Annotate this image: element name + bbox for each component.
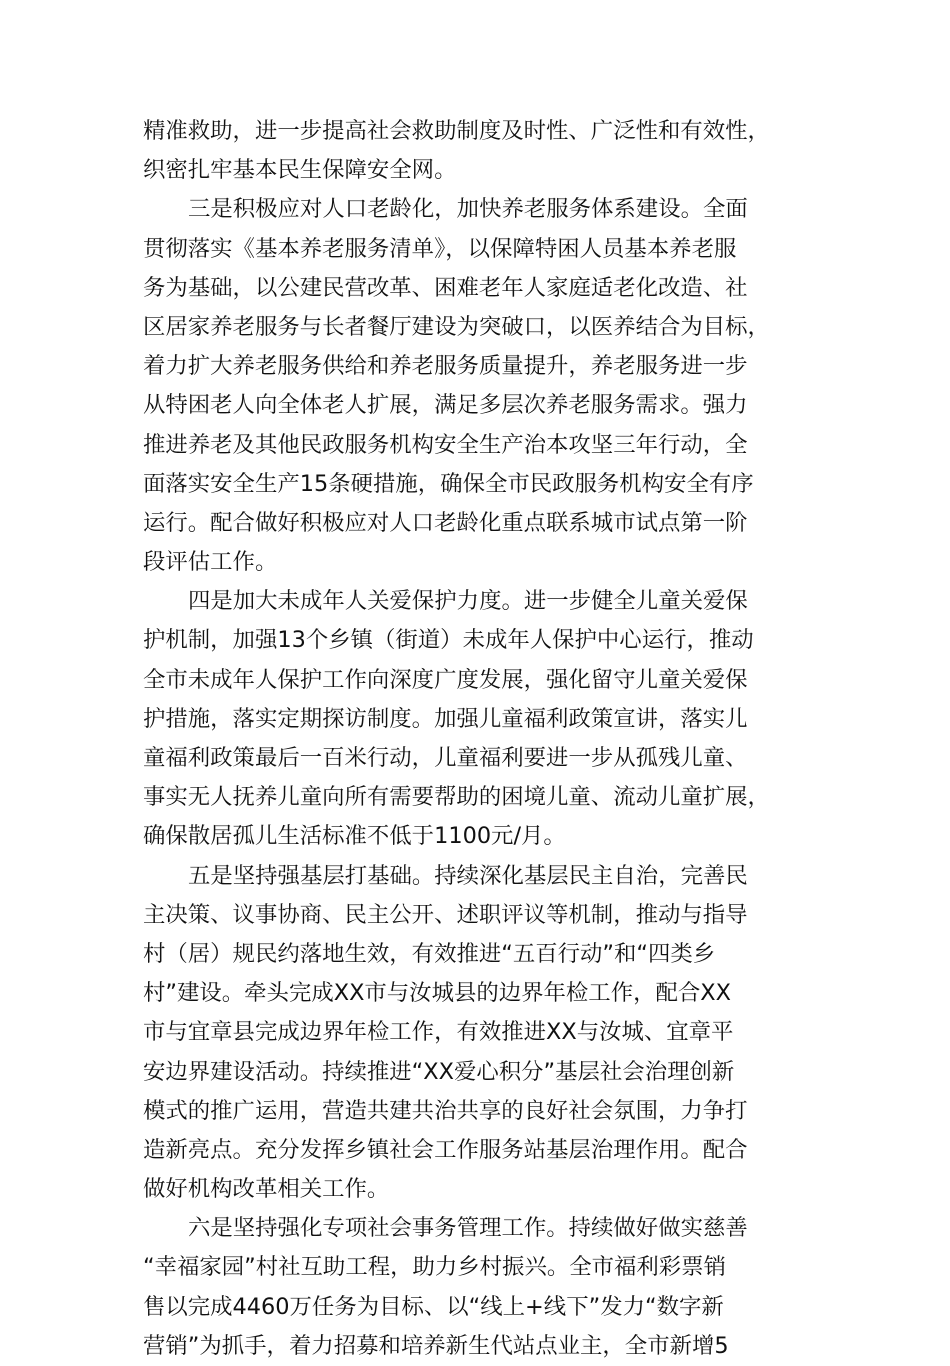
text-line: 从特困老人向全体老人扩展，满足多层次养老服务需求。强力 bbox=[143, 392, 748, 419]
text-line: 售以完成4460万任务为目标、以“线上+线下”发力“数字新 bbox=[143, 1293, 724, 1320]
text-line: 主决策、议事协商、民主公开、述职评议等机制，推动与指导 bbox=[143, 901, 748, 928]
text-line: 确保散居孤儿生活标准不低于1100元/月。 bbox=[143, 823, 566, 850]
text-line: 面落实安全生产15条硬措施，确保全市民政服务机构安全有序 bbox=[143, 470, 754, 497]
text-line: 推进养老及其他民政服务机构安全生产治本攻坚三年行动，全 bbox=[143, 431, 748, 458]
text-line: 村（居）规民约落地生效，有效推进“五百行动”和“四类乡 bbox=[143, 940, 716, 967]
text-line: 模式的推广运用，营造共建共治共享的良好社会氛围，力争打 bbox=[143, 1097, 748, 1124]
text-line: 运行。配合做好积极应对人口老龄化重点联系城市试点第一阶 bbox=[143, 509, 748, 536]
paragraph-first-line: 三是积极应对人口老龄化，加快养老服务体系建设。全面 bbox=[188, 196, 748, 223]
text-line: 护措施，落实定期探访制度。加强儿童福利政策宣讲，落实儿 bbox=[143, 705, 748, 732]
text-line: 护机制，加强13个乡镇（街道）未成年人保护中心运行，推动 bbox=[143, 627, 754, 654]
text-line: 全市未成年人保护工作向深度广度发展，强化留守儿童关爱保 bbox=[143, 666, 748, 693]
text-line: 着力扩大养老服务供给和养老服务质量提升，养老服务进一步 bbox=[143, 353, 748, 380]
paragraph-first-line: 四是加大未成年人关爱保护力度。进一步健全儿童关爱保 bbox=[188, 588, 748, 615]
text-line: 做好机构改革相关工作。 bbox=[143, 1176, 390, 1203]
text-line: 造新亮点。充分发挥乡镇社会工作服务站基层治理作用。配合 bbox=[143, 1136, 748, 1163]
text-line: 区居家养老服务与长者餐厅建设为突破口，以医养结合为目标， bbox=[143, 313, 770, 340]
paragraph-first-line: 六是坚持强化专项社会事务管理工作。持续做好做实慈善 bbox=[188, 1215, 748, 1242]
paragraph-first-line: 五是坚持强基层打基础。持续深化基层民主自治，完善民 bbox=[188, 862, 748, 889]
text-line: “幸福家园”村社互助工程，助力乡村振兴。全市福利彩票销 bbox=[143, 1254, 726, 1281]
text-line: 安边界建设活动。持续推进“XX爱心积分”基层社会治理创新 bbox=[143, 1058, 735, 1085]
text-line: 精准救助，进一步提高社会救助制度及时性、广泛性和有效性， bbox=[143, 118, 770, 144]
body-text bbox=[143, 112, 823, 1366]
text-line: 贯彻落实《基本养老服务清单》，以保障特困人员基本养老服 bbox=[143, 235, 737, 262]
text-line: 事实无人抚养儿童向所有需要帮助的困境儿童、流动儿童扩展， bbox=[143, 784, 770, 811]
text-line: 市与宜章县完成边界年检工作，有效推进XX与汝城、宜章平 bbox=[143, 1019, 734, 1046]
text-line: 童福利政策最后一百米行动，儿童福利要进一步从孤残儿童、 bbox=[143, 745, 748, 771]
text-line: 织密扎牢基本民生保障安全网。 bbox=[143, 157, 457, 184]
text-line: 营销”为抓手，着力招募和培养新生代站点业主，全市新增5 bbox=[143, 1332, 729, 1359]
text-line: 段评估工作。 bbox=[143, 549, 278, 576]
text-line: 村”建设。牵头完成XX市与汝城县的边界年检工作，配合XX bbox=[143, 980, 731, 1007]
text-line: 务为基础，以公建民营改革、困难老年人家庭适老化改造、社 bbox=[143, 274, 748, 301]
